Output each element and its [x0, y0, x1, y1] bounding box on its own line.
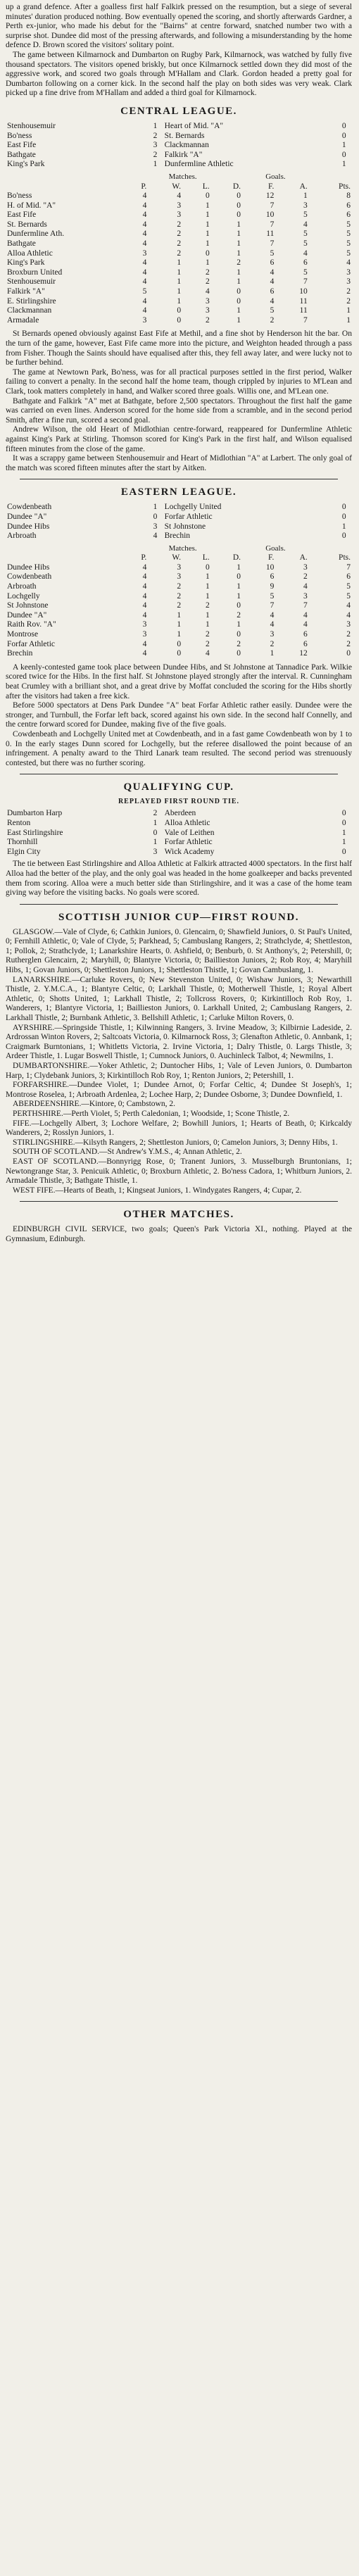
matches-header: Matches. [168, 544, 197, 553]
stat-cell: 0 [237, 649, 241, 658]
stat-cell: 9 [270, 582, 275, 591]
stat-cell: 4 [142, 649, 147, 658]
stat-cell: 1 [205, 582, 210, 591]
stat-cell: 4 [270, 610, 275, 620]
stat-cell: 1 [205, 258, 210, 268]
stat-cell: 4 [142, 296, 147, 306]
qualifying-cup-heading: QUALIFYING CUP. [123, 781, 234, 793]
stat-cell: 1 [205, 220, 210, 229]
stat-cell: 3 [303, 201, 308, 210]
stat-cell: 3 [177, 211, 182, 220]
stat-cell: 1 [177, 620, 182, 629]
stat-cell: 1 [346, 306, 351, 315]
stat-cell: 0 [205, 249, 210, 258]
league-table-row [6, 268, 352, 278]
stat-cell: 5 [346, 591, 351, 601]
stat-cell: 5 [270, 249, 275, 258]
team-name: King's Park [7, 258, 45, 268]
district-results: GLASGOW.—Vale of Clyde, 6; Cathkin Juniors, 0. Glencairn, 0; Shawfield Juniors, 0. St Paul's United, 0; Fernhill Athletic, 0; Vale of Clyde, 5; Parkhead, 5; Cambuslang Rangers, 2; Strathclyde, 4; Shettleston, 1; Pollok, 2; Strathclyde, 1; Lanarkshire Hearts, 0. Ashfield, 0; Benburb, 0. St Anthony's, 2; Petershill, 0; Rutherglen Glencairn, 2; Maryhill, 0; Blantyre Victoria, 0; Baillieston Juniors, 2; Rob Roy, 4; Maryhill Hibs, 1; Govan Juniors, 0; Shettleston Juniors, 1; Shettleston Thistle, 1; Govan Cambuslang, 1. [6, 927, 352, 975]
stat-cell: 2 [177, 591, 182, 601]
result-row: Stenhousemuir 1 Heart of Mid. "A" 0 [7, 121, 346, 130]
stat-cell: 5 [270, 306, 275, 315]
league-table-row [6, 191, 352, 201]
stat-cell: 2 [346, 287, 351, 296]
stat-cell: 2 [177, 601, 182, 610]
eastern-league-heading: EASTERN LEAGUE. [120, 486, 237, 498]
stat-cell: 2 [205, 315, 210, 325]
stat-cell: 4 [205, 287, 210, 296]
team-name: Arbroath [7, 582, 37, 591]
result-row: Bo'ness 2 St. Bernards 0 [7, 131, 346, 140]
junior-cup-heading: SCOTTISH JUNIOR CUP—FIRST ROUND. [58, 911, 299, 923]
stat-cell: 1 [270, 649, 275, 658]
stat-cell: 0 [205, 563, 210, 572]
result-row: Dundee Hibs 3 St Johnstone 1 [7, 522, 346, 531]
stat-cell: 1 [237, 315, 241, 325]
stat-cell: 1 [205, 610, 210, 620]
league-table-row [6, 220, 352, 230]
stat-cell: 3 [205, 306, 210, 315]
match-report: Cowdenbeath and Lochgelly United met at Cowdenbeath, and in a fast game Cowdenbeath won by 1 to 0. In the early stages Dunn scored for Lochgelly, but the referee disallowed the point because of an infringement. A penalty award to the Third Lanark team resulted. The second period was strenuously contested, but there was no further scoring. [6, 729, 352, 767]
stat-cell: 4 [142, 591, 147, 601]
district-results: LANARKSHIRE.—Carluke Rovers, 0; New Stevenston United, 0; Wishaw Juniors, 3; Newarthill Thistle, 2. Y.M.C.A., 1; Blantyre Celtic, 0; Larkhall Thistle, 0; Motherwell Thistle, 1; Royal Albert Athletic, 0; Shotts United, 1; Larkhall Thistle, 2; Tollcross Rovers, 0; Kirkintilloch Rob Roy, 1. Wanderers, 1; Blantyre Victoria, 1; Baillieston Juniors, 0. Larkhall United, 2; Cambuslang Rangers, 2. Larkhall Thistle, 2; Burnbank Athletic, 3. Bellshill Athletic, 1; Carluke Milton Rovers, 0. [6, 975, 352, 1023]
stat-cell: 6 [346, 572, 351, 582]
stat-cell: 1 [237, 563, 241, 572]
district-results: ABERDEENSHIRE.—Kintore, 0; Cambstown, 2. [13, 1100, 175, 1109]
qualifying-subheading: REPLAYED FIRST ROUND TIE. [118, 798, 240, 806]
team-name: Bathgate [7, 239, 36, 249]
stat-cell: 3 [177, 572, 182, 582]
stat-cell: 4 [270, 296, 275, 306]
stat-cell: 6 [270, 287, 275, 296]
stat-cell: 11 [299, 306, 308, 315]
stat-cell: 2 [205, 601, 210, 610]
team-name: Clackmannan [7, 306, 52, 315]
team-name: Cowdenbeath [7, 572, 52, 582]
stat-cell: 4 [142, 201, 147, 210]
team-name: East Fife [7, 211, 37, 220]
stat-cell: 2 [303, 572, 308, 582]
stat-cell: 0 [177, 306, 182, 315]
district-results: PERTHSHIRE.—Perth Violet, 5; Perth Caledonian, 1; Woodside, 1; Scone Thistle, 2. [13, 1109, 290, 1118]
stat-cell: 1 [303, 191, 308, 201]
district-results: FIFE.—Lochgelly Albert, 3; Lochore Welfare, 2; Bowhill Juniors, 1; Hearts of Beath, 0; Kirkcaldy Wanderers, 2; Rosslyn Juniors, 1. [6, 1119, 352, 1138]
stat-cell: 7 [270, 220, 275, 229]
stat-cell: 4 [142, 268, 147, 277]
stat-cell: 2 [177, 230, 182, 239]
stat-cell: 2 [205, 639, 210, 648]
stat-cell: 0 [237, 191, 241, 201]
stat-cell: 3 [270, 630, 275, 639]
stat-cell: 1 [237, 591, 241, 601]
stat-cell: 8 [346, 191, 351, 201]
other-matches-heading: OTHER MATCHES. [123, 1209, 234, 1221]
stat-cell: 0 [237, 201, 241, 210]
newspaper-column [0, 0, 359, 1245]
stat-cell: 1 [177, 258, 182, 268]
stat-cell: 4 [205, 649, 210, 658]
stat-cell: 1 [205, 211, 210, 220]
team-name: St. Bernards [7, 220, 47, 229]
district-results: EAST OF SCOTLAND.—Bonnyrigg Rose, 0; Tranent Juniors, 3. Musselburgh Bruntonians, 1; Newtongrange Star, 3. Penicuik Athletic, 0; Broxburn Athletic, 2. Bo'ness Cadora, 1; Whitburn Juniors, 2. Armadale Thistle, 3; Bathgate Thistle, 1. [6, 1157, 352, 1186]
stat-cell: 0 [237, 296, 241, 306]
stat-cell: 1 [177, 268, 182, 277]
stat-cell: 2 [237, 258, 241, 268]
stat-cell: 3 [142, 620, 147, 629]
team-name: Bo'ness [7, 191, 32, 201]
stat-cell: 7 [346, 563, 351, 572]
other-match-report: EDINBURGH CIVIL SERVICE, two goals; Queen's Park Victoria XI., nothing. Played at the Gymnasium, Edinburgh. [6, 1225, 352, 1243]
stat-cell: 4 [142, 572, 147, 582]
stat-cell: 5 [303, 211, 308, 220]
stat-cell: 1 [177, 296, 182, 306]
league-table-row [6, 287, 352, 297]
match-report: A keenly-contested game took place between Dundee Hibs, and St Johnstone at Tannadice Park. Wilkie scored twice for the Hibs. In the first half. St Johnstone played strongly after the interval. R. Cunningham beat Crumley with a brilliant shot, and a great drive by Moffat concluded the scoring for the Hibs shortly after the visitors had taken a free kick. [6, 662, 352, 700]
district-results: FORFARSHIRE.—Dundee Violet, 1; Dundee Arnot, 0; Forfar Celtic, 4; Dundee St Joseph's, 1; Montrose Roselea, 1; Arbroath Ardenlea, 2; Lochee Harp, 2; Dundee Osborne, 3; Dundee Downfield, 1. [6, 1081, 352, 1099]
stat-cell: 5 [346, 239, 351, 249]
stat-cell: 1 [177, 630, 182, 639]
stat-cell: 12 [265, 191, 275, 201]
stat-cell: 2 [346, 296, 351, 306]
stat-cell: 3 [346, 277, 351, 287]
team-name: Lochgelly [7, 591, 40, 601]
result-row: Cowdenbeath 1 Lochgelly United 0 [7, 503, 346, 512]
qualifying-report: The tie between East Stirlingshire and Alloa Athletic at Falkirk attracted 4000 spectators. In the first half Alloa had the better of the play, and the only goal was headed in the home goalkeeper and backs prevented them from scoring. Alloa were a much better side than Stirlingshire, and it was a case of the home team giving way before the visiting backs. No goals were scored. [6, 860, 352, 898]
goals-header: Goals. [265, 172, 286, 181]
stat-cell: 4 [142, 239, 147, 249]
stat-cell: 2 [205, 277, 210, 287]
stat-cell: 10 [265, 211, 275, 220]
match-report: Bathgate and Falkirk "A" met at Bathgate, before 2,500 spectators. Throughout the first half the game was carried on even lines. Anderson scored for the home side from a scramble, and in the second period Smith, after a fine run, scored a second goal. [6, 396, 352, 425]
league-table-row [6, 563, 352, 573]
stat-cell: 6 [303, 639, 308, 648]
stat-cell: 7 [303, 315, 308, 325]
stat-cell: 5 [346, 220, 351, 229]
eastern-results [6, 503, 352, 541]
stat-cell: 0 [177, 649, 182, 658]
section-divider [20, 1201, 338, 1202]
result-row: Thornhill 1 Forfar Athletic 1 [7, 838, 346, 847]
stat-cell: 7 [303, 601, 308, 610]
stat-cell: 1 [237, 277, 241, 287]
stat-cell: 10 [265, 563, 275, 572]
league-table-row [6, 230, 352, 239]
team-name: Brechin [7, 649, 33, 658]
stat-cell: 4 [142, 277, 147, 287]
stat-cell: 1 [205, 230, 210, 239]
stat-cell: 7 [270, 601, 275, 610]
central-league-heading: CENTRAL LEAGUE. [120, 105, 237, 117]
result-row: Renton 1 Alloa Athletic 0 [7, 818, 346, 827]
league-table-row [6, 582, 352, 592]
intro-paragraph-2: The game between Kilmarnock and Dumbarton on Rugby Park, Kilmarnock, was watched by fully five thousand spectators. The visitors opened briskly, but once Kilmarnock settled down they did most of the aggressive work, and scored two goals through M'Hallam and Clark. Gordon headed a pretty goal for Dumbarton following on a corner kick. In the second half the play on both sides was very weak. Clark picked up a fine drive from M'Hallam and added a third goal for Kilmarnock. [6, 50, 352, 98]
stat-cell: 1 [237, 249, 241, 258]
team-name: Stenhousemuir [7, 277, 56, 287]
stat-cell: 4 [142, 258, 147, 268]
stat-cell: 1 [205, 620, 210, 629]
stat-cell: 2 [177, 220, 182, 229]
central-league-table: Matches. Goals. P. W. L. D. F. A. Pts. Bo'ness 4 4 0 0 12 1 8 H. of Mid. "A" 4 3 1 0 7 3 6 East Fife 4 3 1 0 10 5 6 St. Bernards 4 2 1 1 7 4 5 Dunfermline Ath. 4 2 1 1 11 5 5 Bathgate 4 2 1 1 7 5 5 Alloa Athletic 3 2 0 1 5 4 5 King's Park 4 1 1 2 6 6 4 Broxburn United 4 1 2 1 4 5 3 Stenhousemuir 4 1 2 1 4 7 3 Falkirk "A" 5 1 4 0 6 10 2 E. Stirlingshire 4 1 3 0 4 11 2 Clackmannan 4 0 3 1 5 11 1 Armadale 3 0 2 1 2 7 1 [7, 172, 351, 325]
result-row: Arbroath 4 Brechin 0 [7, 532, 346, 541]
league-table-row [6, 277, 352, 287]
stat-cell: 1 [237, 239, 241, 249]
stat-cell: 7 [303, 277, 308, 287]
stat-cell: 2 [205, 268, 210, 277]
stat-cell: 5 [346, 249, 351, 258]
matches-header: Matches. [168, 172, 197, 181]
stat-cell: 4 [177, 191, 182, 201]
league-table-row [6, 297, 352, 307]
league-table-row [6, 611, 352, 621]
result-row: Elgin City 3 Wick Academy 0 [7, 847, 346, 856]
league-table-row [6, 649, 352, 659]
stat-cell: 4 [270, 268, 275, 277]
stat-cell: 5 [303, 230, 308, 239]
stat-cell: 4 [142, 639, 147, 648]
league-table-row [6, 306, 352, 316]
stat-cell: 3 [142, 315, 147, 325]
league-table-row [6, 620, 352, 630]
stat-cell: 1 [205, 239, 210, 249]
stat-cell: 1 [177, 277, 182, 287]
district-results: AYRSHIRE.—Springside Thistle, 1; Kilwinning Rangers, 3. Irvine Meadow, 3; Kilbirnie Ladeside, 2. Ardrossan Winton Rovers, 2; Saltcoats Victoria, 0. Kilmarnock Ross, 3; Glenafton Athletic, 0. Annbank, 1; Craigmark Burntonians, 1; Whitletts Victoria, 2. Irvine Victoria, 1; Dalry Thistle, 0. Largs Thistle, 3; Ardeer Thistle, 1. Lugar Boswell Thistle, 1; Cumnock Juniors, 0. Auchinleck Talbot, 4; Newmilns, 1. [6, 1023, 352, 1061]
stat-cell: 4 [346, 610, 351, 620]
stat-cell: 12 [299, 649, 308, 658]
stat-cell: 11 [266, 230, 275, 239]
stat-cell: 1 [237, 620, 241, 629]
stat-cell: 4 [142, 582, 147, 591]
league-table-row [6, 316, 352, 326]
stat-cell: 4 [303, 249, 308, 258]
stat-cell: 0 [237, 572, 241, 582]
stat-cell: 4 [303, 582, 308, 591]
stat-cell: 3 [177, 563, 182, 572]
stat-cell: 3 [142, 249, 147, 258]
stat-cell: 7 [270, 239, 275, 249]
league-table-row [6, 572, 352, 582]
stat-cell: 2 [270, 639, 275, 648]
result-row: Dumbarton Harp 2 Aberdeen 0 [7, 809, 346, 818]
stat-cell: 3 [346, 268, 351, 277]
stat-cell: 0 [205, 191, 210, 201]
stat-cell: 3 [142, 630, 147, 639]
stat-cell: 1 [237, 582, 241, 591]
stat-cell: 7 [270, 201, 275, 210]
stat-cell: 1 [237, 268, 241, 277]
league-table-row [6, 258, 352, 268]
league-table-row [6, 239, 352, 249]
stat-cell: 2 [177, 239, 182, 249]
eastern-league-table: Matches. Goals. P. W. L. D. F. A. Pts. Dundee Hibs 4 3 0 1 10 3 7 Cowdenbeath 4 3 1 0 6 2 6 Arbroath 4 2 1 1 9 4 5 Lochgelly 4 2 1 1 5 3 5 St Johnstone 4 2 2 0 7 7 4 Dundee "A" 4 1 1 2 4 4 4 Raith Rov. "A" 3 1 1 1 4 4 3 Montrose 3 1 2 0 3 6 2 Forfar Athletic 4 0 2 2 2 6 2 Brechin 4 0 4 0 1 12 0 [7, 544, 351, 658]
stat-cell: 6 [270, 572, 275, 582]
team-name: Forfar Athletic [7, 639, 56, 648]
goals-header: Goals. [265, 544, 286, 553]
stat-cell: 0 [237, 601, 241, 610]
stat-cell: 0 [177, 315, 182, 325]
league-table-row [6, 211, 352, 220]
stat-cell: 4 [142, 220, 147, 229]
intro-paragraph-1: up a grand defence. After a goalless first half Falkirk pressed on the resumption, but a siege of several minutes' duration produced nothing. Bow eventually opened the scoring, and shortly afterwards Gardner, a Perth ex-junior, who made his debut for the "Bairns" at centre forward, snatched number two with a surprise shot. Dundee did most of the pressing afterwards, and following a misunderstanding by the home defence D. Brown scored the visitors' solitary point. [6, 3, 352, 50]
team-name: H. of Mid. "A" [7, 201, 56, 210]
stat-cell: 6 [303, 258, 308, 268]
stat-cell: 1 [205, 572, 210, 582]
stat-cell: 2 [346, 630, 351, 639]
league-table-row [6, 201, 352, 211]
stat-cell: 2 [177, 582, 182, 591]
stat-cell: 3 [177, 201, 182, 210]
stat-cell: 3 [303, 591, 308, 601]
stat-cell: 0 [346, 649, 351, 658]
team-name: Montrose [7, 630, 39, 639]
district-results: DUMBARTONSHIRE.—Yoker Athletic, 2; Duntocher Hibs, 1; Vale of Leven Juniors, 0. Dumbarton Harp, 1; Clydebank Juniors, 3; Kirkintilloch Rob Roy, 1; Renton Juniors, 2; Petershill, 1. [6, 1062, 352, 1080]
stat-cell: 5 [346, 230, 351, 239]
result-row: King's Park 1 Dunfermline Athletic 1 [7, 160, 346, 169]
stat-cell: 0 [237, 630, 241, 639]
stat-cell: 4 [303, 610, 308, 620]
stat-cell: 5 [346, 582, 351, 591]
match-report: Before 5000 spectators at Dens Park Dundee "A" beat Forfar Athletic rather easily. Dundee were the stronger, and Turnbull, the Forfar left back, scored against his own side. In the second half Connelly, and the centre forward scored for Dundee, making five of the five goals. [6, 701, 352, 729]
match-report: Andrew Wilson, the old Heart of Midlothian centre-forward, reappeared for Dunfermline Athletic against King's Park at Stirling. Thomson scored for King's Park in the first half, and Wilson equalised fifteen minutes from the close of the game. [6, 425, 352, 453]
stat-cell: 5 [303, 239, 308, 249]
stat-cell: 4 [303, 620, 308, 629]
stat-cell: 4 [303, 220, 308, 229]
result-row: Dundee "A" 0 Forfar Athletic 0 [7, 512, 346, 521]
team-name: St Johnstone [7, 601, 49, 610]
stat-cell: 2 [237, 610, 241, 620]
team-name: Alloa Athletic [7, 249, 53, 258]
stat-cell: 1 [237, 220, 241, 229]
team-name: Falkirk "A" [7, 287, 45, 296]
match-report: The game at Newtown Park, Bo'ness, was for all practical purposes settled in the first period, Walker failing to convert a penalty. In the second half the home team, though crippled by injuries to M'Lean and Clark, took matters completely in hand, and Walker scored three goals. Willis one, and M'Lean one. [6, 367, 352, 396]
stat-cell: 3 [346, 620, 351, 629]
stat-cell: 4 [142, 211, 147, 220]
stat-cell: 4 [142, 610, 147, 620]
stat-cell: 2 [346, 639, 351, 648]
team-name: Armadale [7, 315, 39, 325]
stat-cell: 10 [299, 287, 308, 296]
league-table-row [6, 630, 352, 640]
league-table-row [6, 592, 352, 602]
stat-cell: 3 [303, 563, 308, 572]
stat-cell: 11 [299, 296, 308, 306]
result-row: East Fife 3 Clackmannan 1 [7, 141, 346, 150]
team-name: Raith Rov. "A" [7, 620, 56, 629]
league-table-row [6, 249, 352, 259]
result-row: Bathgate 2 Falkirk "A" 0 [7, 150, 346, 159]
stat-cell: 4 [142, 601, 147, 610]
stat-cell: 2 [177, 249, 182, 258]
section-divider [20, 904, 338, 905]
stat-cell: 4 [270, 620, 275, 629]
stat-cell: 4 [142, 563, 147, 572]
stat-cell: 6 [270, 258, 275, 268]
stat-cell: 4 [346, 258, 351, 268]
stat-cell: 0 [177, 639, 182, 648]
stat-cell: 5 [303, 268, 308, 277]
team-name: Dundee Hibs [7, 563, 50, 572]
stat-cell: 1 [237, 306, 241, 315]
stat-cell: 2 [205, 630, 210, 639]
qualifying-results [6, 809, 352, 857]
stat-cell: 1 [177, 287, 182, 296]
stat-cell: 3 [205, 296, 210, 306]
stat-cell: 4 [142, 191, 147, 201]
stat-cell: 6 [303, 630, 308, 639]
stat-cell: 4 [346, 601, 351, 610]
team-name: Dundee "A" [7, 610, 47, 620]
team-name: E. Stirlingshire [7, 296, 56, 306]
stat-cell: 4 [142, 230, 147, 239]
district-results: WEST FIFE.—Hearts of Beath, 1; Kingseat Juniors, 1. Windygates Rangers, 4; Cupar, 2. [13, 1186, 302, 1195]
stat-cell: 4 [270, 277, 275, 287]
result-row: East Stirlingshire 0 Vale of Leithen 1 [7, 828, 346, 837]
stat-cell: 4 [142, 306, 147, 315]
district-results: SOUTH OF SCOTLAND.—St Andrew's Y.M.S., 4; Annan Athletic, 2. [13, 1148, 242, 1157]
stat-cell: 2 [270, 315, 275, 325]
stat-cell: 0 [237, 211, 241, 220]
stat-cell: 6 [346, 211, 351, 220]
stat-cell: 0 [237, 287, 241, 296]
stat-cell: 5 [142, 287, 147, 296]
stat-cell: 6 [346, 201, 351, 210]
stat-cell: 1 [205, 201, 210, 210]
stat-cell: 1 [237, 230, 241, 239]
stat-cell: 5 [270, 591, 275, 601]
team-name: Dunfermline Ath. [7, 230, 65, 239]
league-table-row [6, 601, 352, 611]
match-report: It was a scrappy game between Stenhousemuir and Heart of Midlothian "A" at Larbert. The only goal of the match was scored fifteen minutes after the start by Aitken. [6, 454, 352, 472]
stat-cell: 1 [346, 315, 351, 325]
stat-cell: 1 [177, 610, 182, 620]
stat-cell: 2 [237, 639, 241, 648]
team-name: Broxburn United [7, 268, 63, 277]
match-report: St Bernards opened obviously against East Fife at Methil, and a fine shot by Henderson hit the bar. On the turn of the game, however, East Fife came more into the picture, and Weighton headed through a pass from Fisher. Though the Saints should have equalised after this, they fell away later, and were lucky not to be further behind. [6, 329, 352, 367]
central-results [6, 122, 352, 170]
league-table-row [6, 640, 352, 650]
stat-cell: 1 [205, 591, 210, 601]
district-results: STIRLINGSHIRE.—Kilsyth Rangers, 2; Shettleston Juniors, 0; Camelon Juniors, 3; Denny Hibs, 1. [13, 1138, 338, 1147]
